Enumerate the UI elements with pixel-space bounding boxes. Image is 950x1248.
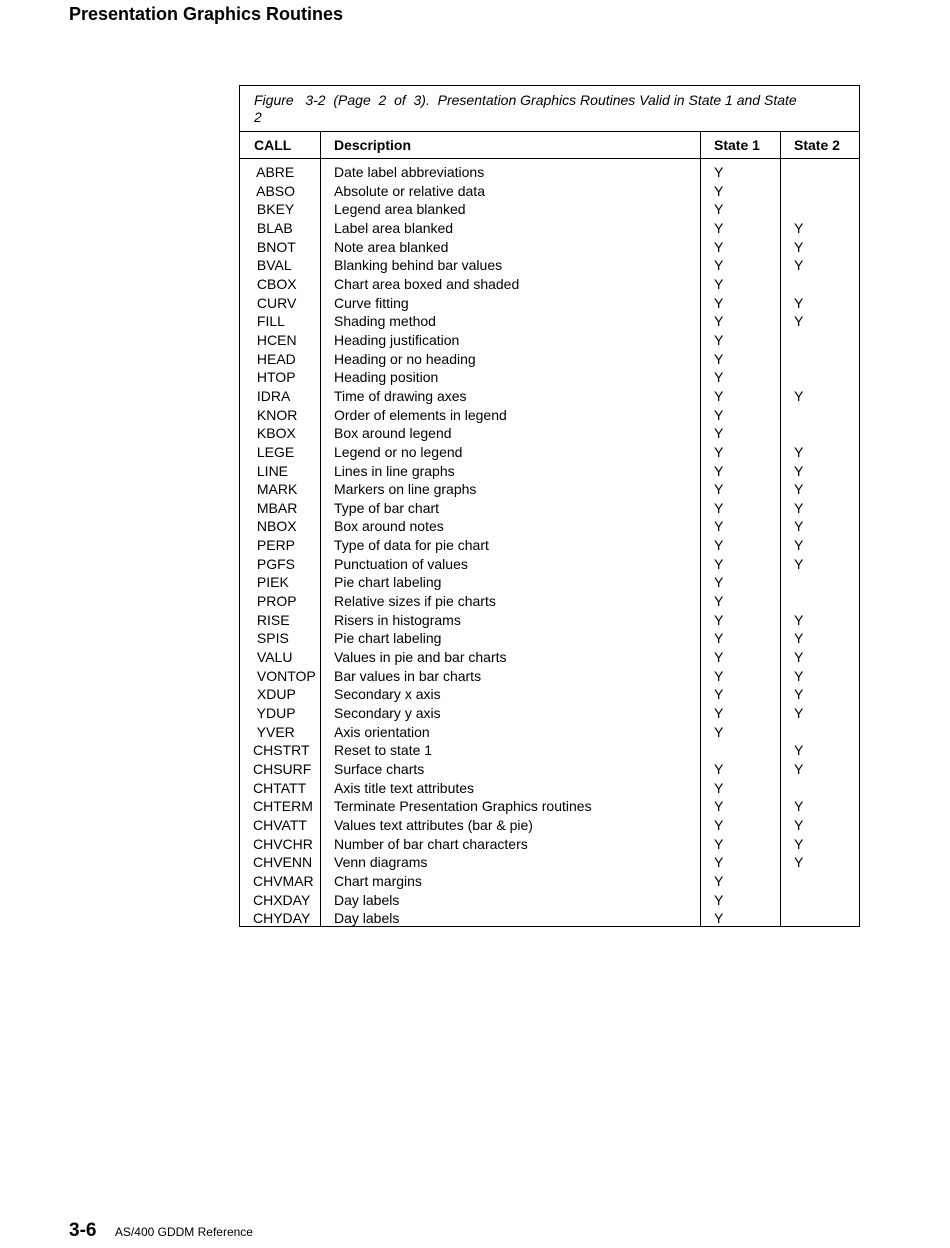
column-header-state-2: State 2 (794, 137, 840, 153)
description-cell: Blanking behind bar values (334, 257, 503, 274)
state-2-cell: Y (794, 555, 804, 572)
description-cell: Type of data for pie chart (334, 537, 489, 554)
description-cell: Box around notes (334, 518, 444, 535)
call-cell: MBAR (253, 499, 298, 516)
state-1-cell: Y (714, 816, 724, 833)
state-1-cell: Y (714, 854, 724, 871)
table-row (240, 779, 859, 798)
state-1-cell: Y (714, 835, 724, 852)
table-row (240, 909, 859, 928)
call-cell: VONTOP (253, 667, 316, 684)
description-cell: Venn diagrams (334, 854, 428, 871)
description-cell: Heading position (334, 369, 439, 386)
state-2-cell: Y (794, 761, 804, 777)
caption-line-2: 2 (254, 109, 262, 125)
state-2-cell: Y (794, 816, 804, 833)
table-row (240, 480, 859, 499)
call-cell: BVAL (253, 257, 292, 274)
state-1-cell: Y (714, 593, 724, 610)
description-cell: Box around legend (334, 425, 452, 442)
call-cell: HCEN (253, 331, 297, 348)
description-cell: Chart area boxed and shaded (334, 275, 520, 292)
state-1-cell: Y (714, 499, 724, 516)
description-cell: Axis orientation (334, 723, 430, 740)
call-cell: CHSURF (253, 761, 312, 777)
table-row (240, 573, 859, 592)
description-cell: Legend area blanked (334, 201, 466, 218)
state-1-cell: Y (714, 667, 724, 684)
table-row (240, 462, 859, 481)
table-row (240, 275, 859, 294)
state-2-cell: Y (794, 238, 804, 255)
description-cell: Lines in line graphs (334, 462, 455, 479)
state-2-cell: Y (794, 630, 804, 647)
column-header-state-1: State 1 (714, 137, 760, 153)
page-footer (69, 1220, 253, 1242)
call-cell: CHSTRT (253, 742, 310, 759)
state-2-cell: Y (794, 667, 804, 684)
state-1-cell: Y (714, 686, 724, 703)
table-row (240, 312, 859, 331)
state-1-cell: Y (714, 462, 724, 479)
state-2-cell: Y (794, 537, 804, 554)
call-cell: CHVMAR (253, 872, 314, 889)
description-cell: Time of drawing axes (334, 387, 467, 404)
state-1-cell: Y (714, 872, 724, 889)
call-cell: CHVCHR (253, 835, 313, 852)
state-1-cell: Y (714, 294, 724, 311)
description-cell: Relative sizes if pie charts (334, 593, 496, 610)
table-row (240, 760, 859, 779)
column-header-call: CALL (254, 137, 292, 153)
state-1-cell: Y (714, 723, 724, 740)
call-cell: CHYDAY (253, 910, 311, 927)
description-cell: Heading or no heading (334, 350, 476, 367)
state-1-cell: Y (714, 350, 724, 367)
state-2-cell: Y (794, 294, 804, 311)
state-1-cell: Y (714, 313, 724, 330)
table-row (240, 219, 859, 238)
state-1-cell: Y (714, 481, 724, 498)
state-1-cell: Y (714, 182, 724, 199)
header-rule-top (240, 131, 859, 132)
state-2-cell: Y (794, 742, 804, 759)
call-cell: CURV (253, 294, 297, 311)
state-1-cell: Y (714, 369, 724, 386)
table-row (240, 350, 859, 369)
call-cell: YDUP (253, 705, 296, 722)
state-2-cell: Y (794, 313, 804, 330)
state-1-cell: Y (714, 555, 724, 572)
state-2-cell: Y (794, 705, 804, 722)
call-cell: BLAB (253, 219, 293, 236)
description-cell: Curve fitting (334, 294, 409, 311)
call-cell: NBOX (253, 518, 297, 535)
call-cell: CBOX (253, 275, 297, 292)
table-row (240, 667, 859, 686)
state-2-cell: Y (794, 462, 804, 479)
state-1-cell: Y (714, 387, 724, 404)
state-1-cell: Y (714, 518, 724, 535)
call-cell: BNOT (253, 238, 296, 255)
description-cell: Legend or no legend (334, 443, 463, 460)
table-row (240, 256, 859, 275)
call-cell: XDUP (253, 686, 296, 703)
call-cell: FILL (253, 313, 285, 330)
call-cell: CHTATT (253, 779, 307, 796)
state-1-cell: Y (714, 761, 724, 777)
call-cell: CHXDAY (253, 891, 311, 908)
table-row (240, 368, 859, 387)
table-row (240, 536, 859, 555)
caption-line-1: Figure 3-2 (Page 2 of 3). Presentation Graphics Routines Valid in State 1 and State (254, 92, 797, 108)
state-1-cell: Y (714, 443, 724, 460)
state-1-cell: Y (714, 705, 724, 722)
description-cell: Secondary y axis (334, 705, 441, 722)
call-cell: PIEK (253, 574, 289, 591)
table-row (240, 723, 859, 742)
state-1-cell: Y (714, 238, 724, 255)
state-2-cell: Y (794, 219, 804, 236)
description-cell: Punctuation of values (334, 555, 468, 572)
page-number: 3-6 (69, 1220, 97, 1241)
table-row (240, 331, 859, 350)
call-cell: BKEY (253, 201, 295, 218)
table-row (240, 816, 859, 835)
table-row (240, 629, 859, 648)
table-body (240, 163, 859, 928)
table-row (240, 517, 859, 536)
description-cell: Label area blanked (334, 219, 454, 236)
call-cell: ABSO (253, 182, 296, 199)
state-1-cell: Y (714, 779, 724, 796)
state-1-cell: Y (714, 611, 724, 628)
state-1-cell: Y (714, 630, 724, 647)
state-1-cell: Y (714, 891, 724, 908)
description-cell: Day labels (334, 910, 400, 927)
call-cell: KNOR (253, 406, 298, 423)
table-row (240, 499, 859, 518)
state-2-cell: Y (794, 443, 804, 460)
state-1-cell: Y (714, 331, 724, 348)
table-row (240, 163, 859, 182)
state-1-cell: Y (714, 201, 724, 218)
table-row (240, 704, 859, 723)
page-header: Presentation Graphics Routines (69, 4, 344, 24)
description-cell: Chart margins (334, 872, 422, 889)
table-row (240, 555, 859, 574)
state-2-cell: Y (794, 481, 804, 498)
state-1-cell: Y (714, 798, 724, 815)
description-cell: Bar values in bar charts (334, 667, 482, 684)
table-row (240, 387, 859, 406)
table-row (240, 741, 859, 760)
state-1-cell: Y (714, 537, 724, 554)
state-2-cell: Y (794, 798, 804, 815)
state-1-cell: Y (714, 164, 724, 180)
description-cell: Markers on line graphs (334, 481, 477, 498)
table-row (240, 835, 859, 854)
figure-table (239, 85, 860, 927)
description-cell: Note area blanked (334, 238, 449, 255)
description-cell: Axis title text attributes (334, 779, 475, 796)
call-cell: SPIS (253, 630, 289, 647)
description-cell: Values text attributes (bar & pie) (334, 816, 533, 833)
state-2-cell: Y (794, 649, 804, 666)
description-cell: Shading method (334, 313, 436, 330)
table-row (240, 294, 859, 313)
call-cell: MARK (253, 481, 298, 498)
table-row (240, 611, 859, 630)
document-title: AS/400 GDDM Reference (114, 1225, 253, 1239)
state-1-cell: Y (714, 649, 724, 666)
column-header-description: Description (334, 137, 412, 153)
call-cell: HTOP (253, 369, 296, 386)
call-cell: KBOX (253, 425, 296, 442)
state-1-cell: Y (714, 219, 724, 236)
state-2-cell: Y (794, 611, 804, 628)
table-row (240, 891, 859, 910)
table-row (240, 200, 859, 219)
call-cell: PERP (253, 537, 296, 554)
description-cell: Reset to state 1 (334, 742, 433, 759)
description-cell: Absolute or relative data (334, 182, 485, 199)
table-row (240, 685, 859, 704)
description-cell: Terminate Presentation Graphics routines (334, 798, 592, 815)
table-row (240, 424, 859, 443)
state-1-cell: Y (714, 425, 724, 442)
description-cell: Heading justification (334, 331, 460, 348)
call-cell: CHVATT (253, 816, 307, 833)
state-2-cell: Y (794, 387, 804, 404)
header-rule-bottom (240, 158, 859, 159)
table-row (240, 872, 859, 891)
table-row (240, 238, 859, 257)
description-cell: Date label abbreviations (334, 164, 485, 180)
state-2-cell: Y (794, 835, 804, 852)
description-cell: Number of bar chart characters (334, 835, 528, 852)
table-row (240, 648, 859, 667)
state-2-cell: Y (794, 854, 804, 871)
state-2-cell: Y (794, 518, 804, 535)
call-cell: ABRE (253, 164, 295, 180)
description-cell: Values in pie and bar charts (334, 649, 507, 666)
call-cell: YVER (253, 723, 295, 740)
state-2-cell: Y (794, 499, 804, 516)
state-2-cell: Y (794, 686, 804, 703)
call-cell: HEAD (253, 350, 296, 367)
table-row (240, 443, 859, 462)
call-cell: IDRA (253, 387, 291, 404)
figure-caption (254, 92, 849, 126)
call-cell: PROP (253, 593, 297, 610)
call-cell: LINE (253, 462, 289, 479)
state-1-cell: Y (714, 910, 724, 927)
table-row (240, 592, 859, 611)
table-row (240, 182, 859, 201)
table-row (240, 797, 859, 816)
table-row (240, 406, 859, 425)
call-cell: VALU (253, 649, 293, 666)
state-1-cell: Y (714, 406, 724, 423)
state-2-cell: Y (794, 257, 804, 274)
call-cell: PGFS (253, 555, 296, 572)
call-cell: CHVENN (253, 854, 313, 871)
state-1-cell: Y (714, 257, 724, 274)
description-cell: Pie chart labeling (334, 630, 442, 647)
description-cell: Secondary x axis (334, 686, 441, 703)
description-cell: Type of bar chart (334, 499, 440, 516)
description-cell: Risers in histograms (334, 611, 461, 628)
description-cell: Order of elements in legend (334, 406, 507, 423)
description-cell: Pie chart labeling (334, 574, 442, 591)
table-row (240, 853, 859, 872)
call-cell: RISE (253, 611, 290, 628)
call-cell: LEGE (253, 443, 295, 460)
state-1-cell: Y (714, 574, 724, 591)
call-cell: CHTERM (253, 798, 313, 815)
state-1-cell: Y (714, 275, 724, 292)
description-cell: Surface charts (334, 761, 425, 777)
description-cell: Day labels (334, 891, 400, 908)
